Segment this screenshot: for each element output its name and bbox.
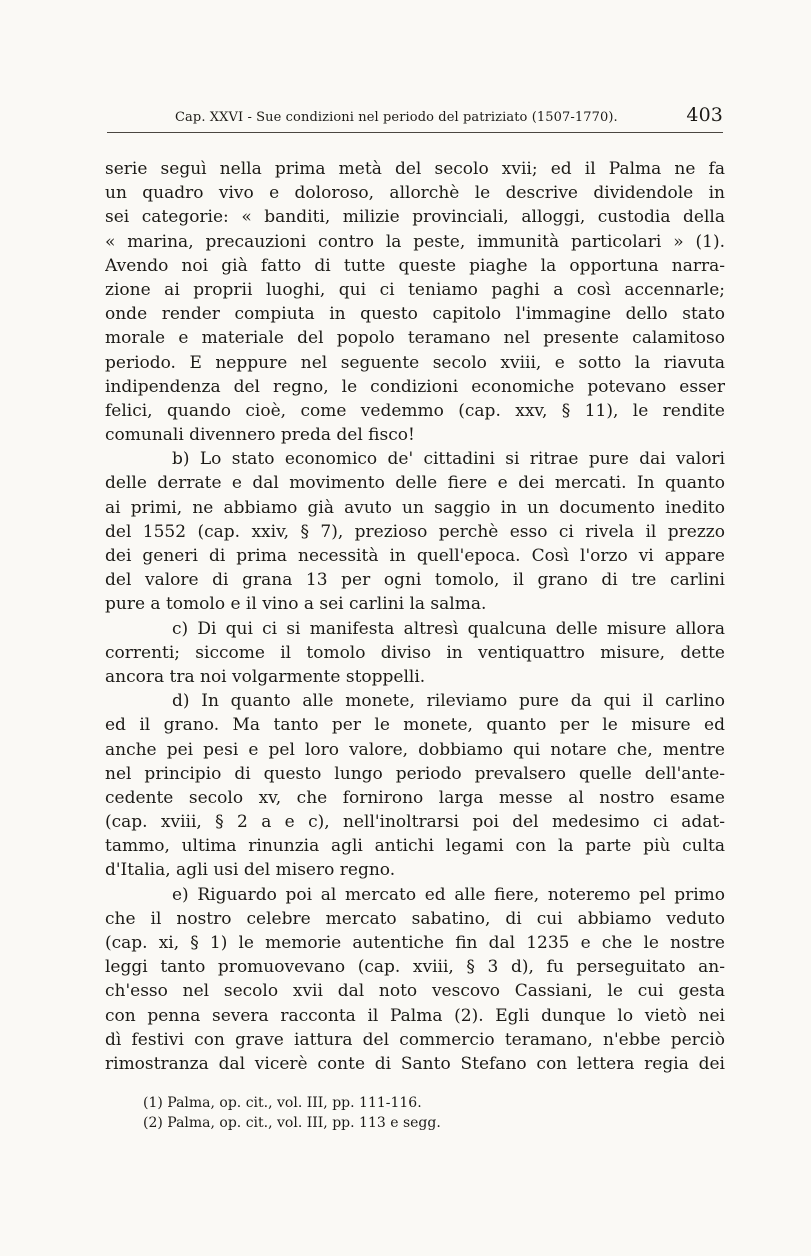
text-line: tammo, ultima rinunzia agli antichi legami con la parte più culta: [105, 836, 725, 857]
text-line: ai primi, ne abbiamo già avuto un saggio in un documento inedito: [105, 497, 725, 518]
text-line: rimostranza dal vicerè conte di Santo Stefano con lettera regia dei: [105, 1053, 725, 1074]
text-line: serie seguì nella prima metà del secolo xvii; ed il Palma ne fa: [105, 159, 725, 179]
text-line: delle derrate e dal movimento delle fiere e dei mercati. In quanto: [105, 473, 725, 494]
text-line: anche pei pesi e pel loro valore, dobbiamo qui notare che, mentre: [105, 739, 725, 760]
text-line: (cap. xviii, § 2 a e c), nell'inoltrarsi poi del medesimo ci adat-: [105, 812, 725, 833]
page-number: 403: [686, 104, 723, 126]
text-line: ed il grano. Ma tanto per le monete, quanto per le misure ed: [105, 715, 725, 736]
footnote-2: (2) Palma, op. cit., vol. III, pp. 113 e segg.: [143, 1115, 441, 1131]
text-line: comunali divennero preda del fisco!: [105, 425, 415, 446]
text-line: del 1552 (cap. xxiv, § 7), prezioso perchè esso ci rivela il prezzo: [105, 521, 725, 542]
text-line: con penna severa racconta il Palma (2). Egli dunque lo vietò nei: [105, 1005, 725, 1026]
text-line: cedente secolo xv, che fornirono larga messe al nostro esame: [105, 787, 725, 808]
text-line: morale e materiale del popolo teramano nel presente calamitoso: [105, 328, 725, 349]
footnotes: [143, 1093, 643, 1133]
text-line: leggi tanto promuovevano (cap. xviii, § 3 d), fu perseguitato an-: [105, 957, 725, 978]
running-header: [107, 104, 723, 130]
text-line: nel principio di questo lungo periodo prevalsero quelle dell'ante-: [105, 763, 725, 784]
text-line: correnti; siccome il tomolo diviso in ventiquattro misure, dette: [105, 642, 725, 663]
text-line: un quadro vivo e doloroso, allorchè le descrive dividendole in: [105, 183, 725, 204]
paragraph-b-start: b) Lo stato economico de' cittadini si ritrae pure dai valori: [172, 449, 725, 470]
text-line: « marina, precauzioni contro la peste, immunità particolari » (1).: [105, 231, 725, 252]
text-line: sei categorie: « banditi, milizie provinciali, alloggi, custodia della: [105, 207, 725, 228]
paragraph-e-start: e) Riguardo poi al mercato ed alle fiere, noteremo pel primo: [172, 884, 725, 905]
paragraph-d-start: d) In quanto alle monete, rileviamo pure da qui il carlino: [172, 691, 725, 712]
text-line: che il nostro celebre mercato sabatino, di cui abbiamo veduto: [105, 908, 725, 929]
text-line: dì festivi con grave iattura del commercio teramano, n'ebbe perciò: [105, 1029, 725, 1050]
text-line: ancora tra noi volgarmente stoppelli.: [105, 666, 426, 687]
text-line: (cap. xi, § 1) le memorie autentiche fin dal 1235 e che le nostre: [105, 933, 725, 953]
text-line: pure a tomolo e il vino a sei carlini la salma.: [105, 594, 487, 615]
body-text: [105, 157, 725, 1076]
text-line: onde render compiuta in questo capitolo l'immagine dello stato: [105, 304, 725, 325]
text-line: dei generi di prima necessità in quell'epoca. Così l'orzo vi appare: [105, 546, 725, 566]
text-line: periodo. E neppure nel seguente secolo xviii, e sotto la riavuta: [105, 352, 725, 373]
paragraph-c-start: c) Di qui ci si manifesta altresì qualcuna delle misure allora: [172, 618, 725, 639]
text-line: d'Italia, agli usi del misero regno.: [105, 860, 396, 881]
text-line: zione ai proprii luoghi, qui ci teniamo paghi a così accennarle;: [105, 279, 725, 300]
text-line: felici, quando cioè, come vedemmo (cap. xxv, § 11), le rendite: [105, 400, 725, 421]
text-line: indipendenza del regno, le condizioni economiche potevano esser: [105, 376, 725, 397]
header-rule: [107, 132, 723, 133]
footnote-1: (1) Palma, op. cit., vol. III, pp. 111-116.: [143, 1095, 422, 1111]
text-line: del valore di grana 13 per ogni tomolo, il grano di tre carlini: [105, 570, 725, 591]
text-line: Avendo noi già fatto di tutte queste piaghe la opportuna narra-: [105, 255, 725, 276]
text-line: ch'esso nel secolo xvii dal noto vescovo Cassiani, le cui gesta: [105, 981, 725, 1002]
chapter-title: Cap. XXVI - Sue condizioni nel periodo del patriziato (1507-1770).: [175, 110, 618, 125]
